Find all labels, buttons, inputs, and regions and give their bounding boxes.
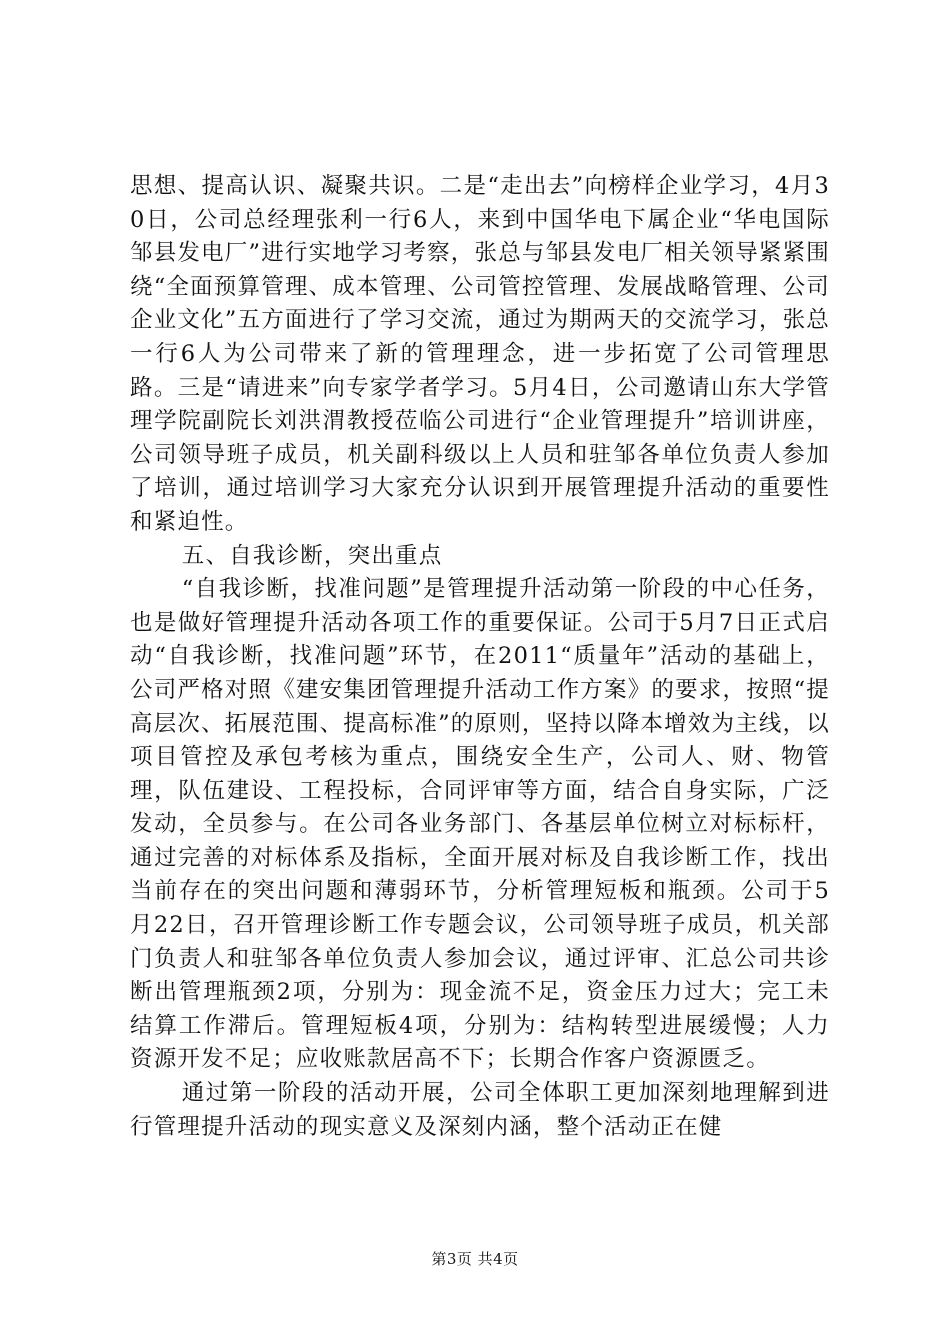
paragraph-self-diagnosis: “自我诊断，找准问题”是管理提升活动第一阶段的中心任务，也是做好管理提升活动各项工作的重要保证。公司于5月7日正式启动“自我诊断，找准问题”环节，在2011“质量年”活动的基础上，公司严格对照《建安集团管理提升活动工作方案》的要求，按照“提高层次、拓展范围、提高标准”的原则，坚持以降本增效为主线，以项目管控及承包考核为重点，围绕安全生产，公司人、财、物管理，队伍建设、工程投标，合同评审等方面，结合自身实际，广泛发动，全员参与。在公司各业务部门、各基层单位树立对标标杆，通过完善的对标体系及指标，全面开展对标及自我诊断工作，找出当前存在的突出问题和薄弱环节，分析管理短板和瓶颈。公司于5月22日，召开管理诊断工作专题会议，公司领导班子成员，机关部门负责人和驻邹各单位负责人参加会议，通过评审、汇总公司共诊断出管理瓶颈2项，分别为：现金流不足，资金压力过大；完工未结算工作滞后。管理短板4项，分别为：结构转型进展缓慢；人力资源开发不足；应收账款居高不下；长期合作客户资源匮乏。 xyxy=(130,576,831,1073)
paragraph-first-stage-summary: 通过第一阶段的活动开展，公司全体职工更加深刻地理解到进行管理提升活动的现实意义及深刻内涵，整个活动正在健 xyxy=(130,1080,830,1140)
page-footer: 第3页 共4页 xyxy=(431,1250,519,1268)
body-text xyxy=(130,170,830,1144)
paragraph-study-activities: 思想、提高认识、凝聚共识。二是“走出去”向榜样企业学习，4月30日，公司总经理张利一行6人，来到中国华电下属企业“华电国际邹县发电厂”进行实地学习考察，张总与邹县发电厂相关领导紧紧围绕“全面预算管理、成本管理、公司管控管理、发展战略管理、公司企业文化”五方面进行了学习交流，通过为期两天的交流学习，张总一行6人为公司带来了新的管理理念，进一步拓宽了公司管理思路。三是“请进来”向专家学者学习。5月4日，公司邀请山东大学管理学院副院长刘洪渭教授莅临公司进行“企业管理提升”培训讲座，公司领导班子成员，机关副科级以上人员和驻邹各单位负责人参加了培训，通过培训学习大家充分认识到开展管理提升活动的重要性和紧迫性。 xyxy=(130,173,831,535)
section-heading-self-diagnosis: 五、自我诊断，突出重点 xyxy=(181,542,443,569)
